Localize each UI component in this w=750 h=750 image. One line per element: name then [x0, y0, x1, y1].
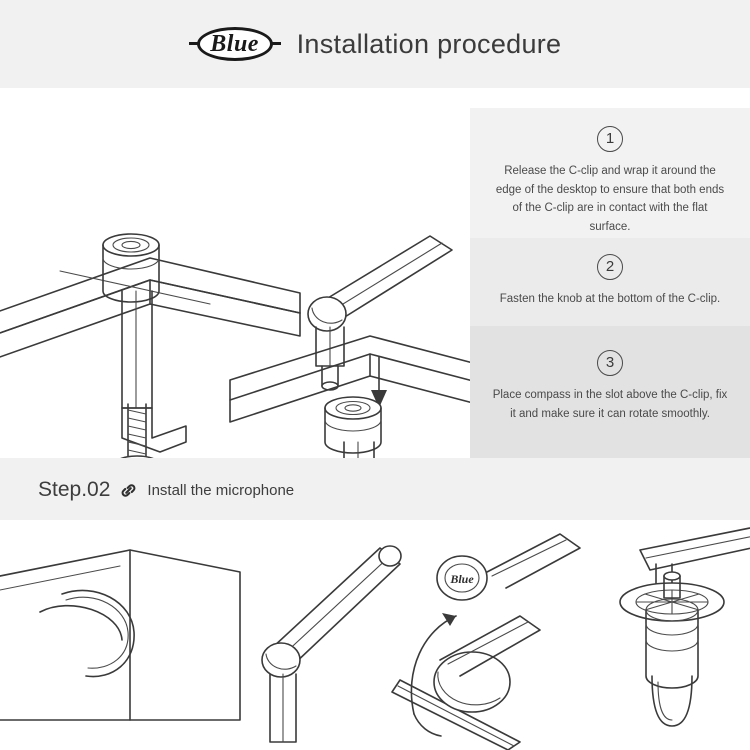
- page-header: [0, 0, 750, 88]
- instruction-notes: [470, 108, 750, 458]
- note-text: Fasten the knob at the bottom of the C-clip.: [499, 293, 721, 305]
- link-icon: [119, 481, 138, 500]
- blue-oval-logo-icon: [189, 23, 281, 65]
- step-02-description: Install the microphone: [147, 481, 295, 499]
- step-01-illustration: [0, 108, 470, 458]
- note-number: 2: [597, 254, 623, 280]
- note-text: Release the C-clip and wrap it around the edge of the desktop to ensure that both ends of the C-clip are in contact with the flat surface.: [495, 165, 725, 233]
- note-number: 1: [597, 126, 623, 152]
- brand-name: Blue: [210, 30, 259, 57]
- page-title: Installation procedure: [296, 28, 562, 59]
- step-02-header: [38, 478, 294, 502]
- note-text: Place compass in the slot above the C-clip, fix it and make sure it can rotate smoothly.: [492, 389, 728, 420]
- svg-text:Blue: Blue: [450, 572, 474, 586]
- step-02-label: Step.02: [38, 478, 111, 501]
- step-02-illustration: [0, 520, 750, 750]
- note-item: [470, 326, 750, 458]
- note-item: [470, 238, 750, 326]
- note-number: 3: [597, 350, 623, 376]
- note-item: [470, 108, 750, 238]
